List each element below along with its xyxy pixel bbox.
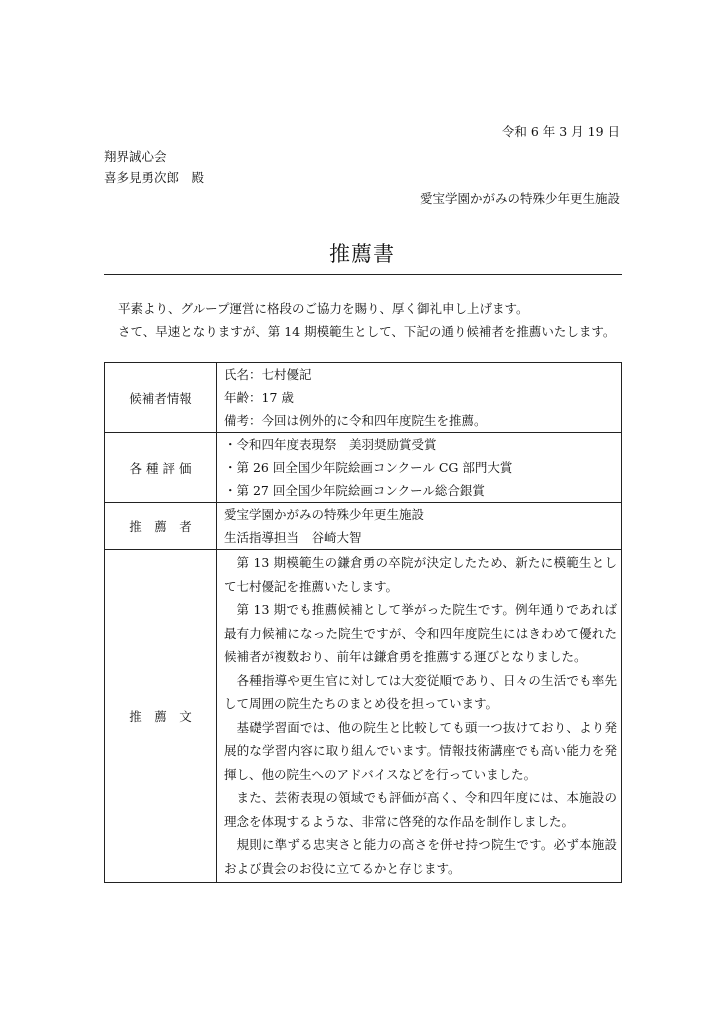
row-label-evaluations: 各 種 評 価	[105, 433, 217, 503]
row-label-candidate: 候補者情報	[105, 363, 217, 433]
statement-paragraph: また、芸術表現の領域でも評価が高く、令和四年度には、本施設の理念を体現するような、非常に啓発的な作品を制作しました。	[224, 790, 617, 829]
statement-paragraph: 基礎学習面では、他の院生と比較しても頭一つ抜けており、より発展的な学習内容に取り組んでいます。情報技術講座でも高い能力を発揮し、他の院生へのアドバイスなどを行っていました。	[224, 719, 617, 782]
statement-paragraph: 第 13 期でも推薦候補として挙がった院生です。例年通りであれば最有力候補になった院生ですが、令和四年度院生にはきわめて優れた候補者が複数おり、前年は鎌倉勇を推薦する運びとなりました。	[224, 602, 617, 664]
candidate-age: 年齢：17 歳	[224, 390, 294, 405]
document-title: 推薦書	[329, 242, 395, 266]
row-label-statement: 推 薦 文	[105, 550, 217, 883]
document-date: 令和 6 年 3 月 19 日	[501, 124, 620, 139]
evaluation-item: ・第 26 回全国少年院絵画コンクール CG 部門大賞	[224, 460, 513, 475]
table-row-recommender	[105, 503, 622, 550]
statement-paragraph: 第 13 期模範生の鎌倉勇の卒院が決定したため、新たに模範生として七村優記を推薦いたします。	[224, 555, 617, 594]
statement-paragraph: 規則に準ずる忠実さと能力の高さを併せ持つ院生です。必ず本施設および貴会のお役に立てるかと存じます。	[224, 837, 617, 876]
intro-line-1: 平素より、グループ運営に格段のご協力を賜り、厚く御礼申し上げます。	[118, 301, 529, 316]
recommender-cell	[217, 503, 622, 550]
evaluation-item: ・第 27 回全国少年院絵画コンクール総合銀賞	[224, 483, 485, 498]
candidate-info-cell	[217, 363, 622, 433]
recommendation-table	[104, 362, 622, 883]
recipient-organization: 翔界誠心会	[104, 149, 167, 164]
statement-paragraph: 各種指導や更生官に対しては大変従順であり、日々の生活でも率先して周囲の院生たちのまとめ役を担っています。	[224, 672, 617, 711]
evaluation-item: ・令和四年度表現祭 美羽奨励賞受賞	[224, 437, 437, 452]
table-row-evaluations	[105, 433, 622, 503]
statement-cell	[217, 550, 622, 883]
candidate-remarks: 備考：今回は例外的に令和四年度院生を推薦。	[224, 413, 487, 428]
intro-line-2: さて、早速となりますが、第 14 期模範生として、下記の通り候補者を推薦いたします。	[118, 324, 616, 339]
recommender-organization: 愛宝学園かがみの特殊少年更生施設	[224, 507, 425, 522]
table-row-candidate	[105, 363, 622, 433]
table-row-statement	[105, 550, 622, 883]
candidate-name: 氏名：七村優記	[224, 367, 312, 382]
row-label-recommender: 推 薦 者	[105, 503, 217, 550]
recipient-name: 喜多見勇次郎 殿	[104, 170, 205, 185]
sender-organization: 愛宝学園かがみの特殊少年更生施設	[419, 191, 620, 206]
title-underline	[104, 274, 622, 275]
evaluations-cell	[217, 433, 622, 503]
recommender-person: 生活指導担当 谷崎大智	[224, 530, 362, 545]
